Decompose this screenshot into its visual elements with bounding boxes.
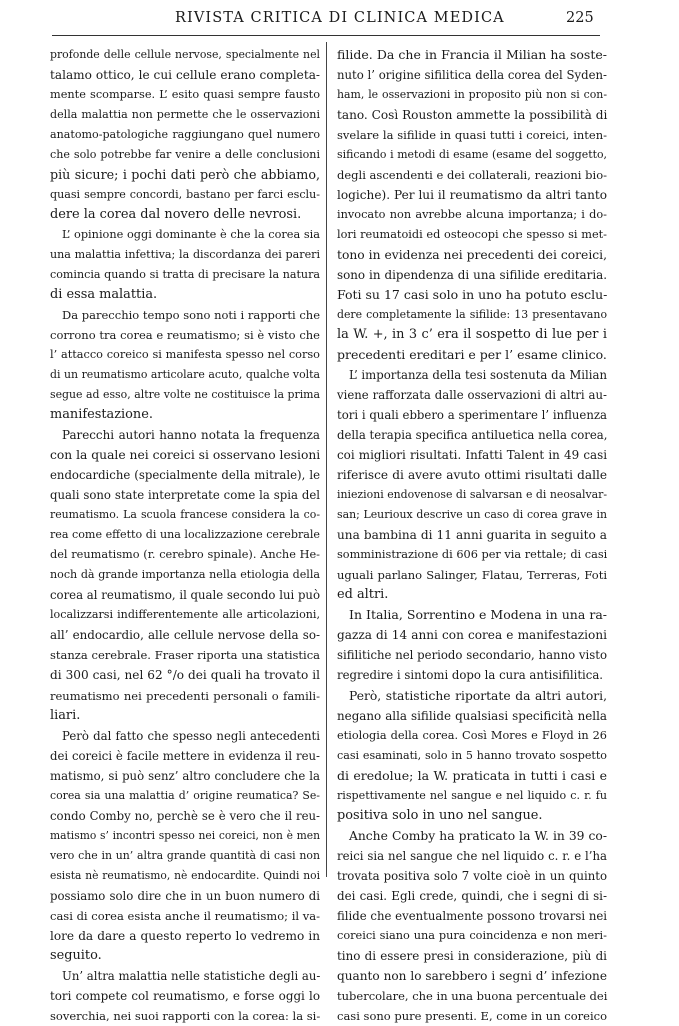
- text-line: Anche Comby ha praticato la W. in 39 co-: [349, 828, 607, 843]
- text-line: di essa malattia.: [50, 287, 158, 303]
- text-line: tino di essere presi in considerazione, più di: [337, 948, 607, 963]
- text-line: uguali parlano Salinger, Flatau, Terreras, Foti: [337, 568, 607, 583]
- text-line: tano. Così Rouston ammette la possibilità di: [337, 108, 608, 123]
- text-line: In Italia, Sorrentino e Modena in una ra-: [349, 607, 607, 623]
- text-line: coreici siano una pura coincidenza e non meri-: [337, 928, 607, 942]
- text-line: L’ importanza della tesi sostenuta da Milian: [349, 368, 607, 383]
- text-line: corea sia una malattia d’ origine reumatica? Se-: [50, 788, 320, 802]
- text-line: possiamo solo dire che in un buon numero di: [50, 888, 320, 903]
- text-line: segue ad esso, altre volte ne costituisce la prima: [50, 388, 320, 402]
- text-line: di 300 casi, nel 62 °/o dei quali ha trovato il: [50, 668, 320, 683]
- text-line: rea come effetto di una localizzazione cerebrale: [50, 528, 320, 542]
- text-line: L’ opinione oggi dominante è che la corea sia: [62, 228, 320, 242]
- text-line: della malattia non permette che le osservazioni: [50, 108, 320, 122]
- text-line: trovata positiva solo 7 volte cioè in un quinto: [337, 868, 607, 883]
- text-line: sificando i metodi di esame (esame del soggetto,: [337, 148, 607, 162]
- text-line: reumatismo nei precedenti personali o famili-: [50, 688, 320, 703]
- text-line: negano alla sifilide qualsiasi specificità nella: [337, 708, 607, 723]
- text-line: profonde delle cellule nervose, specialmente nel: [50, 48, 320, 61]
- text-line: dere la corea dal novero delle nevrosi.: [50, 207, 302, 223]
- text-line: vero che in un’ altra grande quantità di casi non: [50, 848, 320, 862]
- text-line: tono in evidenza nei precedenti dei coreici,: [337, 248, 607, 263]
- text-line: soverchia, nei suoi rapporti con la corea: la si-: [50, 1008, 321, 1023]
- text-line: quasi sempre concordi, bastano per farci esclu-: [50, 188, 320, 202]
- text-line: quali sono state interpretate come la spia del: [50, 488, 320, 503]
- text-line: iniezioni endovenose di salvarsan e di neosalvar-: [337, 488, 607, 502]
- text-line: liari.: [50, 707, 81, 723]
- text-line: una malattia infettiva; la discordanza dei pareri: [50, 248, 320, 262]
- text-line: condo Comby no, perchè se è vero che il reu-: [50, 808, 320, 823]
- text-line: ed altri.: [337, 587, 389, 603]
- text-line: filide che eventualmente possono trovarsi nei: [337, 908, 607, 923]
- text-line: Parecchi autori hanno notata la frequenza: [62, 428, 320, 443]
- text-line: che solo potrebbe far venire a delle conclusioni: [50, 148, 320, 162]
- text-line: Però, statistiche riportate da altri autori,: [349, 688, 607, 703]
- text-line: somministrazione di 606 per via rettale; di casi: [337, 548, 608, 562]
- text-line: noch dà grande importanza nella etiologia della: [50, 568, 320, 582]
- text-line: casi di corea esista anche il reumatismo; il va-: [50, 908, 320, 923]
- journal-title: RIVISTA CRITICA DI CLINICA MEDICA: [175, 10, 505, 26]
- text-line: svelare la sifilide in quasi tutti i coreici, inten-: [337, 128, 607, 143]
- text-line: viene rafforzata dalle osservazioni di altri au-: [337, 388, 607, 403]
- text-line: gazza di 14 anni con corea e manifestazioni: [337, 628, 607, 643]
- text-line: positiva solo in uno nel sangue.: [337, 807, 543, 823]
- text-line: corea al reumatismo, il quale secondo lui può: [50, 588, 320, 603]
- text-line: tubercolare, che in una buona percentuale dei: [337, 988, 608, 1003]
- text-line: ham, le osservazioni in proposito più non si con-: [337, 88, 607, 102]
- text-line: talamo ottico, le cui cellule erano completa-: [50, 68, 320, 83]
- text-line: la W. +, in 3 c’ era il sospetto di lue per i: [337, 327, 607, 343]
- text-line: filide. Da che in Francia il Milian ha soste-: [337, 47, 607, 62]
- text-line: più sicure; i pochi dati però che abbiamo,: [50, 167, 320, 183]
- text-line: lori reumatoidi ed osteocopi che spesso si met-: [337, 228, 607, 242]
- text-line: coi migliori risultati. Infatti Talent in 49 casi: [337, 448, 607, 463]
- text-line: stanza cerebrale. Fraser riporta una statistica: [50, 648, 320, 663]
- text-line: riferisce di avere avuto ottimi risultati dalle: [337, 468, 607, 483]
- text-line: della terapia specifica antiluetica nella corea,: [337, 428, 608, 443]
- text-line: Un’ altra malattia nelle statistiche degli au-: [62, 968, 321, 983]
- text-line: reici sia nel sangue che nel liquido c. r. e l’ha: [337, 848, 607, 863]
- text-line: corrono tra corea e reumatismo; si è visto che: [50, 328, 320, 343]
- column-divider: [326, 42, 327, 877]
- header-rule: [52, 35, 600, 36]
- text-line: una bambina di 11 anni guarita in seguito a: [337, 528, 607, 543]
- text-line: precedenti ereditari e per l’ esame clinico.: [337, 347, 607, 363]
- text-line: mente scomparse. L’ esito quasi sempre fausto: [50, 88, 320, 102]
- page-number: 225: [566, 10, 594, 26]
- text-line: regredire i sintomi dopo la cura antisifilitica.: [337, 668, 604, 683]
- text-line: Foti su 17 casi solo in uno ha potuto esclu-: [337, 287, 608, 303]
- text-line: casi sono pure presenti. E, come in un coreico: [337, 1008, 607, 1023]
- text-line: l’ attacco coreico si manifesta spesso nel corso: [50, 348, 320, 362]
- text-line: rispettivamente nel sangue e nel liquido c. r. fu: [337, 788, 607, 802]
- text-line: manifestazione.: [50, 407, 153, 423]
- text-line: dei casi. Egli crede, quindi, che i segni di si-: [337, 888, 607, 903]
- text-line: di un reumatismo articolare acuto, qualche volta: [50, 368, 320, 382]
- text-line: casi esaminati, solo in 5 hanno trovato sospetto: [337, 748, 607, 762]
- text-line: etiologia della corea. Così Mores e Floyd in 26: [337, 728, 607, 742]
- text-line: seguito.: [50, 947, 102, 963]
- text-line: sono in dipendenza di una sifilide ereditaria.: [337, 268, 607, 283]
- text-line: tori i quali ebbero a sperimentare l’ influenza: [337, 408, 607, 423]
- text-line: logiche). Per lui il reumatismo da altri tanto: [337, 188, 607, 203]
- text-line: endocardiche (specialmente della mitrale), le: [50, 468, 320, 483]
- text-line: degli ascendenti e dei collaterali, reazioni bio-: [337, 168, 607, 183]
- right-column: [337, 45, 607, 1026]
- text-line: anatomo-patologiche raggiungano quel numero: [50, 128, 320, 142]
- text-line: lore da dare a questo reperto lo vedremo in: [50, 928, 320, 943]
- text-line: sifilitiche nel periodo secondario, hanno visto: [337, 648, 607, 663]
- text-line: dere completamente la sifilide: 13 presentavano: [337, 308, 607, 322]
- text-line: invocato non avrebbe alcuna importanza; i do-: [337, 208, 607, 222]
- text-line: con la quale nei coreici si osservano lesioni: [50, 448, 321, 463]
- text-line: esista nè reumatismo, nè endocardite. Quindi noi: [50, 868, 320, 882]
- text-line: dei coreici è facile mettere in evidenza il reu-: [50, 748, 320, 763]
- text-line: matismo s’ incontri spesso nei coreici, non è men: [50, 828, 320, 842]
- text-line: san; Leurioux descrive un caso di corea grave in: [337, 508, 607, 522]
- text-line: tori compete col reumatismo, e forse oggi lo: [50, 988, 320, 1003]
- text-line: di eredolue; la W. praticata in tutti i casi e: [337, 767, 607, 783]
- text-line: Però dal fatto che spesso negli antecedenti: [62, 728, 320, 743]
- text-line: Da parecchio tempo sono noti i rapporti che: [62, 308, 320, 323]
- text-line: comincia quando si tratta di precisare la natura: [50, 268, 320, 282]
- text-line: all’ endocardio, alle cellule nervose della so-: [50, 628, 320, 643]
- text-line: matismo, si può senz’ altro concludere che la: [50, 768, 320, 783]
- text-line: del reumatismo (r. cerebro spinale). Anche He-: [50, 548, 320, 562]
- text-line: quanto non lo sarebbero i segni d’ infezione: [337, 968, 607, 983]
- text-line: nuto l’ origine sifilitica della corea del Syden-: [337, 68, 607, 83]
- left-column: [50, 45, 320, 1026]
- text-line: reumatismo. La scuola francese considera la co-: [50, 508, 320, 522]
- text-line: localizzarsi indifferentemente alle articolazioni,: [50, 608, 320, 622]
- running-head: [0, 8, 679, 32]
